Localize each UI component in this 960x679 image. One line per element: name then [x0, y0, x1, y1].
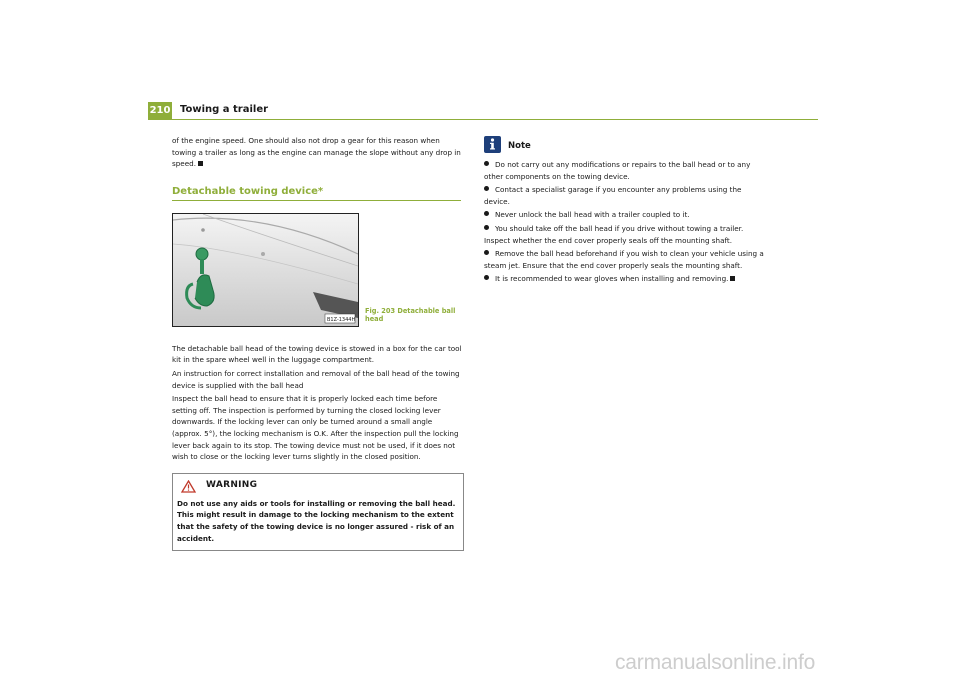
section-rule	[172, 200, 461, 201]
bullet-icon	[484, 161, 489, 166]
note-title: Note	[508, 141, 531, 152]
warning-triangle-icon	[181, 480, 196, 493]
intro-paragraph	[172, 135, 464, 170]
body-paragraph: The detachable ball head of the towing device is stowed in a box for the car tool kit in the spare wheel well in the luggage compartment.	[172, 343, 462, 365]
bumper-drawing	[173, 214, 358, 326]
list-item	[484, 159, 768, 182]
body-paragraph: Inspect the ball head to ensure that it is properly locked each time before setting off. The inspection is performed by turning the closed locking lever downwards. If the locking lever can only be turned around a small angle (approx. 5°), the locking mechanism is O.K. After the inspection pull the locking lever back again to its stop. The towing device must not be used, if it does not wish to close or the locking lever turns slightly in the closed position.	[172, 394, 459, 462]
list-item	[484, 273, 768, 285]
list-item	[484, 248, 768, 271]
ball-head-illustration	[172, 213, 359, 327]
note-list	[484, 159, 768, 285]
info-icon	[484, 136, 501, 153]
page-number: 210	[148, 102, 172, 120]
list-item	[484, 209, 768, 221]
note-item-text: Remove the ball head beforehand if you wish to clean your vehicle using a steam jet. Ensure that the end cover properly seals the mounting shaft.	[484, 249, 764, 270]
note-item-text: You should take off the ball head if you drive without towing a trailer. Inspect whether the end cover properly seals off the mounting shaft.	[484, 223, 744, 245]
bullet-icon	[484, 225, 489, 230]
list-item	[484, 223, 768, 246]
end-of-section-mark	[198, 161, 203, 166]
page-header-title: Towing a trailer	[180, 104, 269, 115]
site-watermark: carmanualsonline.info	[615, 651, 816, 674]
list-item	[484, 184, 768, 207]
right-column	[484, 136, 768, 287]
note-item-text: Contact a specialist garage if you encounter any problems using the device.	[484, 185, 742, 206]
bullet-icon	[484, 211, 489, 216]
warning-box	[172, 473, 464, 551]
bullet-icon	[484, 250, 489, 255]
figure-caption: Fig. 203 Detachable ball head	[365, 306, 456, 323]
end-of-section-mark	[730, 276, 735, 281]
body-paragraph: An instruction for correct installation and removal of the ball head of the towing device is supplied with the ball head	[172, 368, 460, 390]
figure-code: B1Z-1344H	[327, 316, 356, 323]
bullet-icon	[484, 186, 489, 191]
section-heading: Detachable towing device*	[172, 185, 324, 197]
intro-text: of the engine speed. One should also not drop a gear for this reason when towing a trailer as long as the engine can manage the slope without any drop in speed.	[172, 136, 461, 169]
warning-title: WARNING	[206, 480, 258, 491]
figure	[172, 213, 464, 343]
warning-text: Do not use any aids or tools for installing or removing the ball head. This might result in damage to the locking mechanism to the extent that the safety of the towing device is no longer assured - risk of an accident.	[177, 498, 456, 543]
note-item-text: Never unlock the ball head with a trailer coupled to it.	[495, 210, 690, 220]
note-item-text: It is recommended to wear gloves when installing and removing.	[495, 274, 729, 284]
note-header	[484, 136, 768, 153]
header-rule	[148, 119, 818, 120]
left-column	[172, 135, 464, 551]
note-item-text: Do not carry out any modifications or repairs to the ball head or to any other components on the towing device.	[484, 160, 751, 181]
warning-header	[181, 480, 463, 493]
bullet-icon	[484, 275, 489, 280]
